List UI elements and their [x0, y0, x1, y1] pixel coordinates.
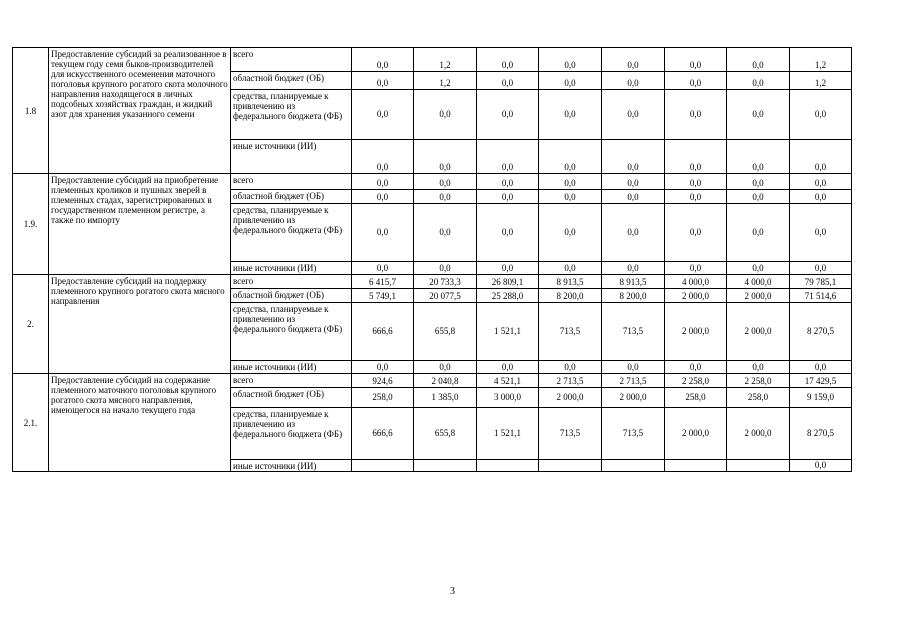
amount-cell: 0,0	[727, 72, 790, 90]
section-description: Предоставление субсидий на приобретение племенных кроликов и пушных зверей в племенных стадах, зарегистрированных в государственном племенном регистре, а также по импорту	[49, 174, 231, 275]
amount-cell: 71 514,6	[790, 289, 852, 303]
amount-cell: 0,0	[602, 90, 665, 140]
amount-cell: 2 713,5	[539, 374, 602, 388]
amount-cell: 0,0	[665, 48, 727, 72]
amount-cell: 9 159,0	[790, 388, 852, 408]
funding-source-label: иные источники (ИИ)	[231, 361, 352, 374]
amount-cell: 8 270,5	[790, 408, 852, 460]
amount-cell: 5 749,1	[352, 289, 414, 303]
amount-cell: 0,0	[727, 262, 790, 275]
amount-cell: 0,0	[352, 48, 414, 72]
amount-cell: 0,0	[790, 262, 852, 275]
amount-cell: 0,0	[790, 140, 852, 174]
amount-cell: 0,0	[414, 140, 477, 174]
amount-cell: 0,0	[539, 361, 602, 374]
section-number: 1.9.	[13, 174, 49, 275]
amount-cell: 0,0	[727, 204, 790, 262]
amount-cell: 0,0	[665, 262, 727, 275]
section-description: Предоставление субсидий за реализованное в текущем году семя быков-производителей для искусственного осеменения маточного поголовья крупного рогатого скота молочного направления находящегося в личных подсобных хозяйствах граждан, и жидкий азот для хранения указанного семени	[49, 48, 231, 174]
amount-cell: 0,0	[790, 174, 852, 190]
amount-cell: 1 385,0	[414, 388, 477, 408]
amount-cell: 0,0	[790, 190, 852, 204]
amount-cell: 0,0	[602, 174, 665, 190]
amount-cell: 17 429,5	[790, 374, 852, 388]
funding-source-label: всего	[231, 174, 352, 190]
amount-cell: 1,2	[414, 48, 477, 72]
amount-cell: 713,5	[602, 303, 665, 361]
amount-cell: 258,0	[352, 388, 414, 408]
funding-source-label: иные источники (ИИ)	[231, 262, 352, 275]
funding-source-label: иные источники (ИИ)	[231, 140, 352, 174]
amount-cell: 0,0	[665, 140, 727, 174]
funding-source-label: средства, планируемые к привлечению из федерального бюджета (ФБ)	[231, 204, 352, 262]
amount-cell: 20 733,3	[414, 275, 477, 289]
amount-cell: 655,8	[414, 408, 477, 460]
amount-cell: 1 521,1	[477, 408, 539, 460]
funding-source-label: средства, планируемые к привлечению из федерального бюджета (ФБ)	[231, 303, 352, 361]
table-row	[13, 275, 852, 289]
amount-cell: 4 521,1	[477, 374, 539, 388]
section-number: 1.8	[13, 48, 49, 174]
amount-cell: 0,0	[352, 72, 414, 90]
amount-cell	[477, 460, 539, 472]
amount-cell: 258,0	[727, 388, 790, 408]
amount-cell: 79 785,1	[790, 275, 852, 289]
amount-cell: 0,0	[539, 48, 602, 72]
funding-source-label: иные источники (ИИ)	[231, 460, 352, 472]
amount-cell: 713,5	[539, 303, 602, 361]
amount-cell: 2 000,0	[727, 303, 790, 361]
amount-cell: 0,0	[790, 90, 852, 140]
amount-cell: 0,0	[414, 190, 477, 204]
budget-table-body	[13, 48, 852, 472]
amount-cell: 2 000,0	[665, 289, 727, 303]
amount-cell: 2 000,0	[539, 388, 602, 408]
section-number: 2.	[13, 275, 49, 374]
budget-table	[12, 47, 852, 472]
amount-cell: 0,0	[477, 72, 539, 90]
amount-cell: 0,0	[727, 90, 790, 140]
amount-cell: 0,0	[727, 140, 790, 174]
amount-cell: 1,2	[790, 72, 852, 90]
amount-cell: 2 000,0	[602, 388, 665, 408]
page-number: 3	[450, 586, 455, 597]
amount-cell: 2 040,8	[414, 374, 477, 388]
amount-cell: 0,0	[665, 190, 727, 204]
amount-cell: 1 521,1	[477, 303, 539, 361]
funding-source-label: средства, планируемые к привлечению из федерального бюджета (ФБ)	[231, 408, 352, 460]
amount-cell: 0,0	[477, 361, 539, 374]
amount-cell: 666,6	[352, 303, 414, 361]
amount-cell: 0,0	[602, 361, 665, 374]
amount-cell: 0,0	[352, 204, 414, 262]
amount-cell: 2 713,5	[602, 374, 665, 388]
amount-cell: 0,0	[602, 190, 665, 204]
amount-cell: 0,0	[790, 460, 852, 472]
amount-cell: 0,0	[477, 174, 539, 190]
amount-cell: 0,0	[352, 361, 414, 374]
funding-source-label: областной бюджет (ОБ)	[231, 72, 352, 90]
amount-cell: 0,0	[477, 190, 539, 204]
amount-cell: 25 288,0	[477, 289, 539, 303]
amount-cell: 8 913,5	[602, 275, 665, 289]
funding-source-label: областной бюджет (ОБ)	[231, 190, 352, 204]
table-row	[13, 374, 852, 388]
amount-cell: 713,5	[602, 408, 665, 460]
amount-cell: 0,0	[727, 361, 790, 374]
amount-cell: 0,0	[414, 204, 477, 262]
amount-cell: 2 258,0	[727, 374, 790, 388]
amount-cell: 0,0	[602, 262, 665, 275]
amount-cell: 0,0	[790, 204, 852, 262]
amount-cell	[727, 460, 790, 472]
amount-cell: 2 000,0	[727, 408, 790, 460]
amount-cell: 2 000,0	[727, 289, 790, 303]
amount-cell: 1,2	[790, 48, 852, 72]
funding-source-label: средства, планируемые к привлечению из федерального бюджета (ФБ)	[231, 90, 352, 140]
amount-cell: 0,0	[352, 90, 414, 140]
amount-cell: 0,0	[602, 204, 665, 262]
amount-cell	[352, 460, 414, 472]
amount-cell: 4 000,0	[727, 275, 790, 289]
table-row	[13, 174, 852, 190]
amount-cell: 0,0	[477, 204, 539, 262]
amount-cell: 0,0	[539, 72, 602, 90]
amount-cell: 0,0	[665, 72, 727, 90]
amount-cell: 0,0	[602, 72, 665, 90]
amount-cell: 4 000,0	[665, 275, 727, 289]
amount-cell: 0,0	[665, 174, 727, 190]
amount-cell: 0,0	[727, 174, 790, 190]
amount-cell: 20 077,5	[414, 289, 477, 303]
amount-cell: 0,0	[539, 204, 602, 262]
funding-source-label: областной бюджет (ОБ)	[231, 289, 352, 303]
amount-cell: 8 200,0	[602, 289, 665, 303]
section-description: Предоставление субсидий на поддержку племенного крупного рогатого скота мясного направления	[49, 275, 231, 374]
amount-cell: 0,0	[352, 190, 414, 204]
amount-cell: 0,0	[539, 174, 602, 190]
amount-cell: 0,0	[539, 90, 602, 140]
amount-cell	[539, 460, 602, 472]
amount-cell: 0,0	[727, 48, 790, 72]
amount-cell: 0,0	[414, 262, 477, 275]
amount-cell	[414, 460, 477, 472]
amount-cell: 1,2	[414, 72, 477, 90]
amount-cell: 0,0	[665, 90, 727, 140]
amount-cell: 0,0	[414, 90, 477, 140]
amount-cell: 0,0	[665, 204, 727, 262]
amount-cell: 0,0	[602, 140, 665, 174]
amount-cell: 0,0	[602, 48, 665, 72]
amount-cell: 8 270,5	[790, 303, 852, 361]
funding-source-label: всего	[231, 275, 352, 289]
amount-cell: 655,8	[414, 303, 477, 361]
amount-cell: 26 809,1	[477, 275, 539, 289]
amount-cell: 6 415,7	[352, 275, 414, 289]
amount-cell: 2 000,0	[665, 408, 727, 460]
amount-cell: 0,0	[352, 262, 414, 275]
amount-cell: 0,0	[477, 140, 539, 174]
amount-cell: 0,0	[414, 361, 477, 374]
funding-source-label: всего	[231, 48, 352, 72]
funding-source-label: всего	[231, 374, 352, 388]
amount-cell: 0,0	[790, 361, 852, 374]
section-description: Предоставление субсидий на содержание племенного маточного поголовья крупного рогатого скота мясного направления, имеющегося на начало текущего года	[49, 374, 231, 472]
amount-cell: 0,0	[727, 190, 790, 204]
amount-cell: 0,0	[539, 190, 602, 204]
amount-cell	[602, 460, 665, 472]
amount-cell: 924,6	[352, 374, 414, 388]
amount-cell: 0,0	[477, 90, 539, 140]
amount-cell: 666,6	[352, 408, 414, 460]
amount-cell: 0,0	[352, 174, 414, 190]
amount-cell: 0,0	[352, 140, 414, 174]
section-number: 2.1.	[13, 374, 49, 472]
amount-cell: 0,0	[414, 174, 477, 190]
amount-cell: 3 000,0	[477, 388, 539, 408]
amount-cell: 0,0	[477, 48, 539, 72]
amount-cell	[665, 460, 727, 472]
amount-cell: 0,0	[539, 262, 602, 275]
amount-cell: 2 258,0	[665, 374, 727, 388]
table-row	[13, 48, 852, 72]
amount-cell: 0,0	[539, 140, 602, 174]
amount-cell: 8 200,0	[539, 289, 602, 303]
funding-source-label: областной бюджет (ОБ)	[231, 388, 352, 408]
amount-cell: 713,5	[539, 408, 602, 460]
amount-cell: 8 913,5	[539, 275, 602, 289]
amount-cell: 258,0	[665, 388, 727, 408]
amount-cell: 0,0	[665, 361, 727, 374]
amount-cell: 2 000,0	[665, 303, 727, 361]
amount-cell: 0,0	[477, 262, 539, 275]
